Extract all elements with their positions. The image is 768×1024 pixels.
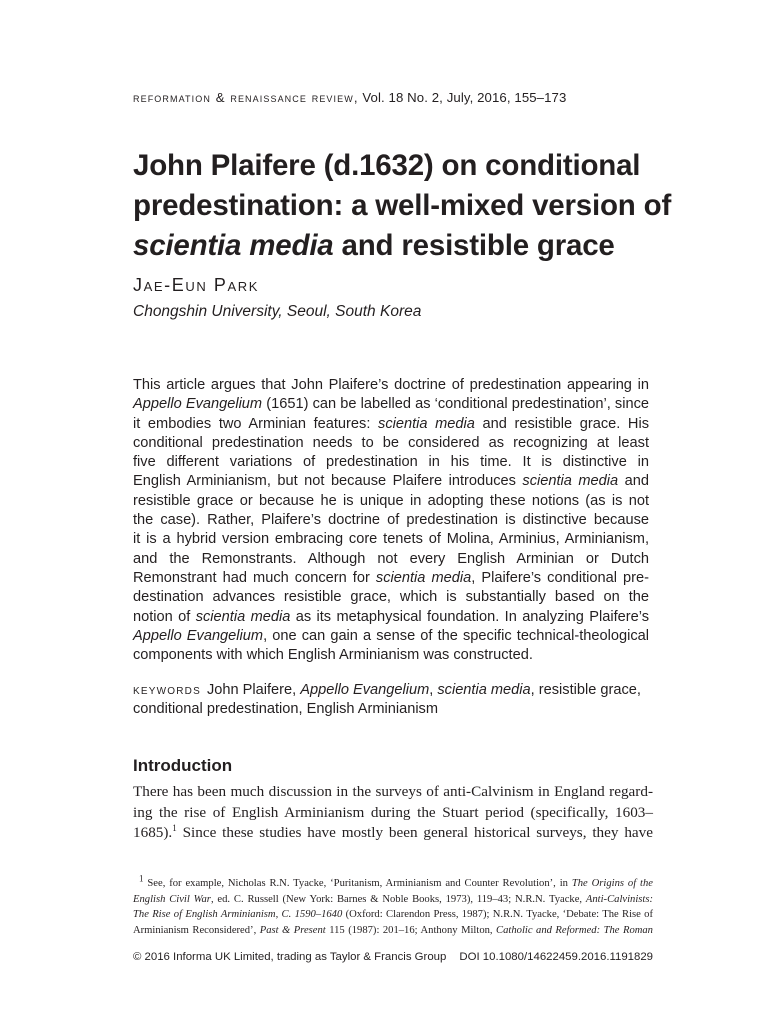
footnote-italic: The Rise of English Arminianism, C. 1590–1640 xyxy=(133,909,343,920)
abstract-line xyxy=(133,569,649,588)
abstract-line: destination advances resistible grace, which is substantially based on the xyxy=(133,589,649,606)
title-line-3 xyxy=(133,226,673,266)
abstract-line: it is a hybrid version embracing core tenets of Molina, Arminius, Arminianism, xyxy=(133,531,649,548)
abstract-text: (1651) can be labelled as ‘conditional predestination’, since xyxy=(262,396,650,413)
abstract-line: conditional predestination needs to be considered as recognizing at least xyxy=(133,434,649,451)
abstract-line: resistible grace or because he is unique in adopting these notions (as is not xyxy=(133,492,649,509)
abstract-text: notion of xyxy=(133,608,196,625)
italic-title: Appello Evangelium xyxy=(133,396,263,413)
abstract xyxy=(133,376,649,665)
abstract-text: , one can gain a sense of the specific technical-theological xyxy=(263,627,649,644)
italic-term: scientia media xyxy=(522,473,619,490)
footnote-line xyxy=(133,907,653,923)
footnote-text: Arminianism Reconsidered’, xyxy=(133,924,260,936)
abstract-text: and resistible grace. His xyxy=(474,415,649,432)
keyword-italic: Appello Evangelium xyxy=(300,682,430,698)
title-line-1: John Plaifere (d.1632) on conditional xyxy=(133,149,641,182)
keyword-text: John Plaifere, xyxy=(206,682,301,698)
doi-link[interactable]: DOI 10.1080/14622459.2016.1191829 xyxy=(459,951,653,963)
keywords-line: conditional predestination, English Arminianism xyxy=(133,701,439,718)
abstract-line xyxy=(133,608,649,627)
abstract-line xyxy=(133,415,649,434)
footnote-italic: Past & Present xyxy=(259,924,326,936)
abstract-text: as its metaphysical foundation. In analyzing Plaifere’s xyxy=(290,608,649,625)
footnote-ref[interactable]: 1 xyxy=(172,822,177,833)
author-affiliation: Chongshin University, Seoul, South Korea xyxy=(133,303,422,320)
abstract-line: five different variations of predestination in his time. It is distinctive in xyxy=(133,454,649,471)
author-name: Jae-Eun Park xyxy=(133,275,260,295)
footnote-text: See, for example, Nicholas R.N. Tyacke, ‘Puritanism, Arminianism and Counter Revolution’, in xyxy=(143,878,572,889)
footnote-line xyxy=(133,892,653,908)
footnote-italic: Anti-Calvinists: xyxy=(585,893,653,905)
title-italic-term: scientia media xyxy=(133,229,334,262)
copyright-notice: © 2016 Informa UK Limited, trading as Taylor & Francis Group xyxy=(133,951,447,963)
footnote-italic: Catholic and Reformed: The Roman xyxy=(496,924,653,936)
body-text-run: 1685). xyxy=(133,824,173,841)
footnote-text: (Oxford: Clarendon Press, 1987); N.R.N. Tyacke, ‘Debate: The Rise of xyxy=(342,909,653,920)
page-footer xyxy=(133,951,653,963)
keywords xyxy=(133,681,649,720)
footnote-italic: English Civil War xyxy=(133,893,211,905)
italic-term: scientia media xyxy=(378,415,475,432)
footnote xyxy=(133,873,653,938)
abstract-line xyxy=(133,395,649,414)
footnote-line xyxy=(133,923,653,939)
abstract-line xyxy=(133,472,649,491)
italic-term: scientia media xyxy=(195,608,291,625)
abstract-text: Remonstrant had much concern for xyxy=(133,569,376,586)
abstract-line: the case). Rather, Plaifere’s doctrine of predestination is distinctive because xyxy=(133,512,649,529)
abstract-line xyxy=(133,627,649,646)
keyword-text: , resistible grace, xyxy=(530,682,641,698)
body-text xyxy=(133,782,653,844)
abstract-line: components with which English Arminianism was constructed. xyxy=(133,647,533,664)
running-head xyxy=(133,90,653,105)
body-line: ing the rise of English Arminianism during the Stuart period (specifically, 1603– xyxy=(133,803,653,821)
abstract-text: and xyxy=(618,473,649,490)
footnote-marker: 1 xyxy=(139,873,144,884)
footnote-italic: The Origins of the xyxy=(571,878,653,889)
italic-term: scientia media xyxy=(375,569,472,586)
abstract-line: and the Remonstrants. Although not every English Arminian or Dutch xyxy=(133,550,649,567)
journal-citation: Vol. 18 No. 2, July, 2016, 155–173 xyxy=(362,90,567,105)
body-line: There has been much discussion in the surveys of anti-Calvinism in England regard- xyxy=(133,783,653,800)
abstract-text: , Plaifere’s conditional pre- xyxy=(471,569,649,586)
abstract-text: it embodies two Arminian features: xyxy=(133,415,379,432)
footnote-line xyxy=(133,873,653,892)
abstract-line: This article argues that John Plaifere’s doctrine of predestination appearing in xyxy=(133,377,649,393)
journal-name: reformation & renaissance review, xyxy=(133,90,359,105)
italic-title: Appello Evangelium xyxy=(133,627,264,644)
footnote-text: 115 (1987): 201–16; Anthony Milton, xyxy=(325,924,497,936)
title-line-3-rest: and resistible grace xyxy=(333,229,615,262)
section-heading: Introduction xyxy=(133,756,233,775)
body-line xyxy=(133,823,653,844)
keyword-italic: scientia media xyxy=(437,682,531,698)
keyword-text: , xyxy=(429,682,438,698)
article-title xyxy=(133,146,673,266)
body-text-run: Since these studies have mostly been general historical surveys, they have xyxy=(176,824,653,841)
abstract-text: English Arminianism, but not because Plaifere introduces xyxy=(133,473,523,490)
title-line-2: predestination: a well-mixed version of xyxy=(133,189,672,222)
keywords-line xyxy=(133,681,649,700)
keywords-label: keywords xyxy=(133,682,201,698)
footnote-text: , ed. C. Russell (New York: Barnes & Noble Books, 1973), 119–43; N.R.N. Tyacke, xyxy=(210,893,586,905)
